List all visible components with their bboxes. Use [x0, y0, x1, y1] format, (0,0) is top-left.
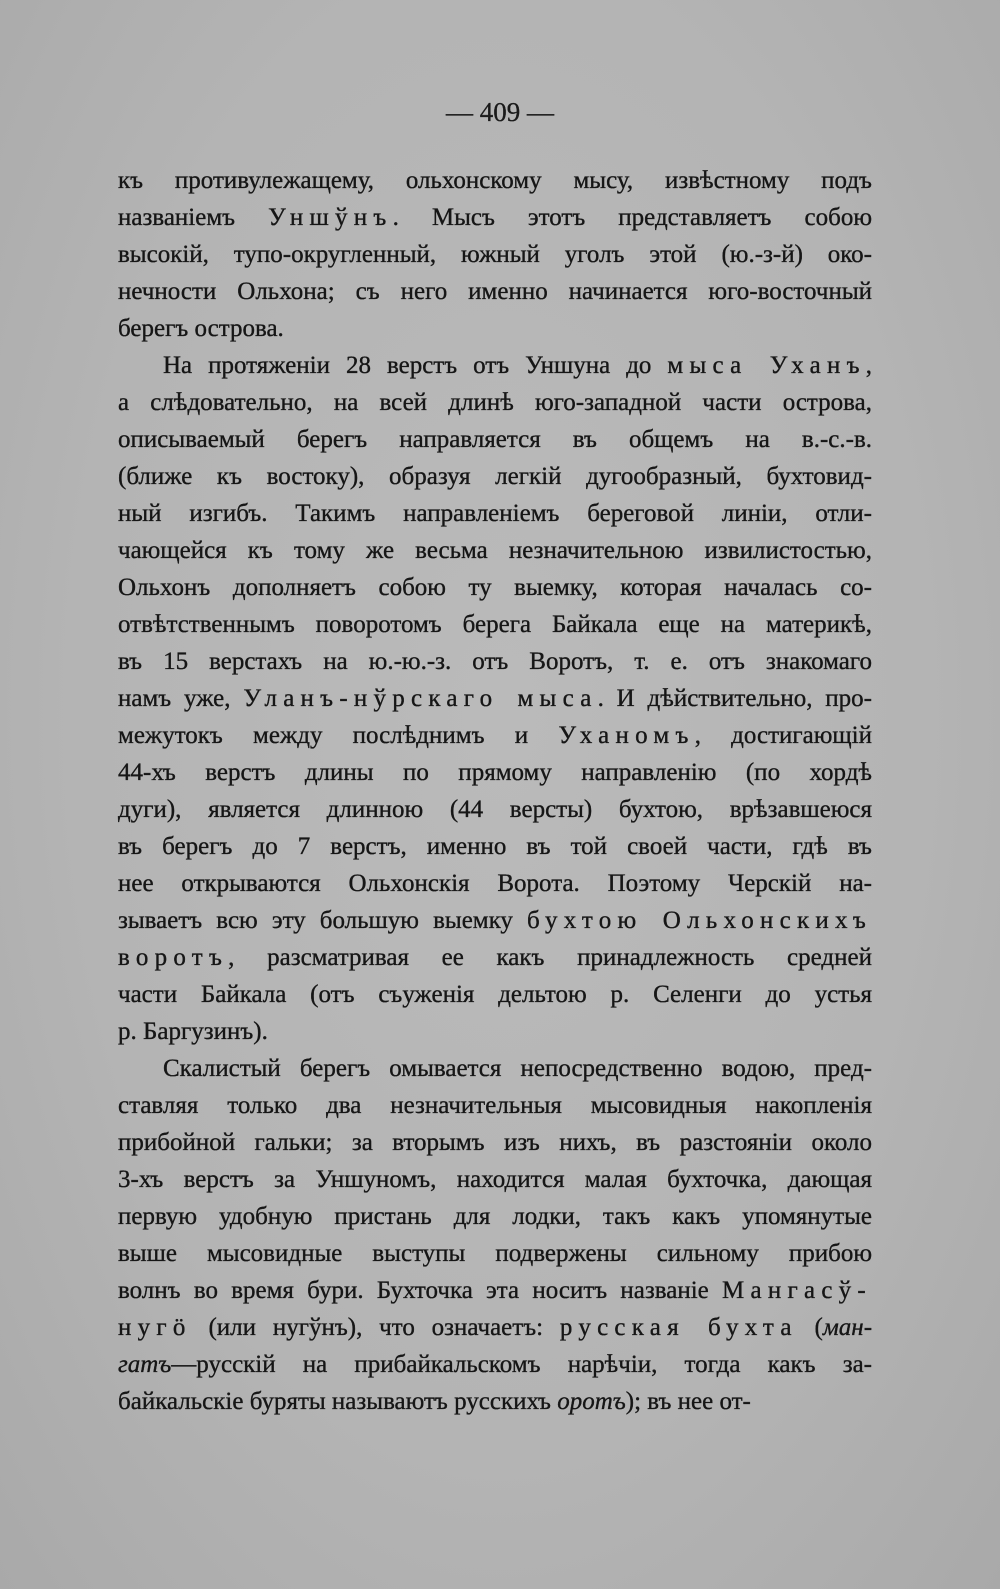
text-line: [118, 606, 872, 643]
text-line: [118, 643, 872, 680]
text-line: [118, 1013, 872, 1050]
text-run: описываемый берегъ направляется въ общемъ на в.-с.-в.: [118, 426, 872, 453]
text-run: въ 15 верстахъ на ю.-ю.-з. отъ Воротъ, т. е. отъ знакомаго: [118, 648, 872, 675]
text-run: дуги), является длинною (44 версты) бухтою, врѣзавшеюся: [118, 796, 872, 823]
text-run: берегъ острова.: [118, 315, 284, 342]
text-line: [118, 939, 872, 976]
text-line: [118, 199, 872, 236]
text-run: части Байкала (отъ съуженія дельтою р. Селенги до устья: [118, 981, 872, 1008]
spaced-emphasis-text: мыса Уханъ: [667, 352, 866, 379]
text-line: [118, 1198, 872, 1235]
paragraph: [118, 162, 872, 347]
text-run: р. Баргузинъ).: [118, 1018, 268, 1045]
text-run: зываетъ всю эту большую выемку: [118, 907, 528, 934]
body-text: [118, 162, 872, 1420]
text-line: [118, 384, 872, 421]
text-line: [118, 310, 872, 347]
text-run: прибойной гальки; за вторымъ изъ нихъ, въ разстояніи около: [118, 1129, 872, 1156]
text-run: названіемъ: [118, 204, 269, 231]
text-run: ); въ нее от-: [625, 1388, 751, 1415]
spaced-emphasis-text: русская бухта: [559, 1314, 798, 1341]
text-line: [118, 717, 872, 754]
text-run: ный изгибъ. Такимъ направленіемъ береговой линіи, отли-: [118, 500, 872, 527]
text-line: [118, 1346, 872, 1383]
text-line: [118, 865, 872, 902]
text-line: [118, 421, 872, 458]
text-line: [118, 236, 872, 273]
text-line: [118, 1161, 872, 1198]
italic-text: гатъ: [118, 1351, 172, 1378]
italic-text: ман-: [822, 1314, 873, 1341]
text-line: [118, 791, 872, 828]
text-line: [118, 1235, 872, 1272]
text-run: (ближе къ востоку), образуя легкій дугообразный, бухтовид-: [118, 463, 872, 490]
text-line: [118, 347, 872, 384]
text-line: [118, 680, 872, 717]
text-run: На протяженіи 28 верстъ отъ Уншуна до: [163, 352, 668, 379]
text-run: выше мысовидные выступы подвержены сильному прибою: [118, 1240, 872, 1267]
text-line: [118, 532, 872, 569]
text-run: межутокъ между послѣднимъ и: [118, 722, 559, 749]
text-run: 44-хъ верстъ длины по прямому направленію (по хордѣ: [118, 759, 872, 786]
text-line: [118, 1050, 872, 1087]
text-run: —русскій на прибайкальскомъ нарѣчіи, тогда какъ за-: [171, 1351, 872, 1378]
text-run: волнъ во время бури. Бухточка эта носитъ названіе: [118, 1277, 723, 1304]
text-run: намъ уже,: [118, 685, 244, 712]
text-run: нее открываются Ольхонскія Ворота. Поэтому Черскій на-: [118, 870, 872, 897]
spaced-emphasis-text: бухтою Ольхонскихъ: [527, 907, 872, 934]
text-run: (или нугўнъ), что означаетъ:: [191, 1314, 560, 1341]
text-run: 3-хъ верстъ за Уншуномъ, находится малая бухточка, дающая: [118, 1166, 872, 1193]
page-number: — 409 —: [446, 97, 554, 127]
text-run: а слѣдовательно, на всей длинѣ юго-западной части острова,: [118, 389, 872, 416]
paragraph: [118, 1050, 872, 1420]
text-line: [118, 1087, 872, 1124]
text-line: [118, 828, 872, 865]
spaced-emphasis-text: Уланъ-нўрскаго мыса: [243, 685, 598, 712]
text-line: [118, 273, 872, 310]
text-run: высокій, тупо-округленный, южный уголъ этой (ю.-з-й) око-: [118, 241, 872, 268]
text-run: байкальскіе буряты называютъ русскихъ: [118, 1388, 558, 1415]
text-line: [118, 1272, 872, 1309]
text-run: въ берегъ до 7 верстъ, именно въ той своей части, гдѣ въ: [118, 833, 872, 860]
text-run: , достигающій: [694, 722, 872, 749]
spaced-emphasis-text: Уханомъ: [558, 722, 695, 749]
text-line: [118, 495, 872, 532]
text-line: [118, 1309, 872, 1346]
text-line: [118, 162, 872, 199]
text-line: [118, 1124, 872, 1161]
paragraph: [118, 347, 872, 1050]
text-line: [118, 754, 872, 791]
spaced-emphasis-text: воротъ: [118, 944, 229, 971]
text-run: Ольхонъ дополняетъ собою ту выемку, которая началась со-: [118, 574, 872, 601]
text-run: отвѣтственнымъ поворотомъ берега Байкала еще на материкѣ,: [118, 611, 872, 638]
text-line: [118, 569, 872, 606]
text-run: (: [797, 1314, 823, 1341]
text-run: . Мысъ этотъ представляетъ собою: [392, 204, 873, 231]
spaced-emphasis-text: Мангасў-: [722, 1277, 872, 1304]
text-run: , разсматривая ее какъ принадлежность средней: [228, 944, 872, 971]
text-line: [118, 902, 872, 939]
spaced-emphasis-text: нугӧ: [118, 1314, 192, 1341]
text-run: Скалистый берегъ омывается непосредственно водою, пред-: [163, 1055, 872, 1082]
text-run: ставляя только два незначительныя мысовидныя накопленія: [118, 1092, 872, 1119]
text-run: первую удобную пристань для лодки, такъ какъ упомянутые: [118, 1203, 872, 1230]
text-line: [118, 458, 872, 495]
text-run: ,: [865, 352, 872, 379]
spaced-emphasis-text: Уншўнъ: [268, 204, 393, 231]
italic-text: оротъ: [557, 1388, 626, 1415]
text-line: [118, 1383, 872, 1420]
text-line: [118, 976, 872, 1013]
text-run: къ противулежащему, ольхонскому мысу, извѣстному подъ: [118, 167, 872, 194]
text-run: . И дѣйствительно, про-: [597, 685, 872, 712]
text-run: нечности Ольхона; съ него именно начинается юго-восточный: [118, 278, 872, 305]
text-run: чающейся къ тому же весьма незначительною извилистостью,: [118, 537, 872, 564]
